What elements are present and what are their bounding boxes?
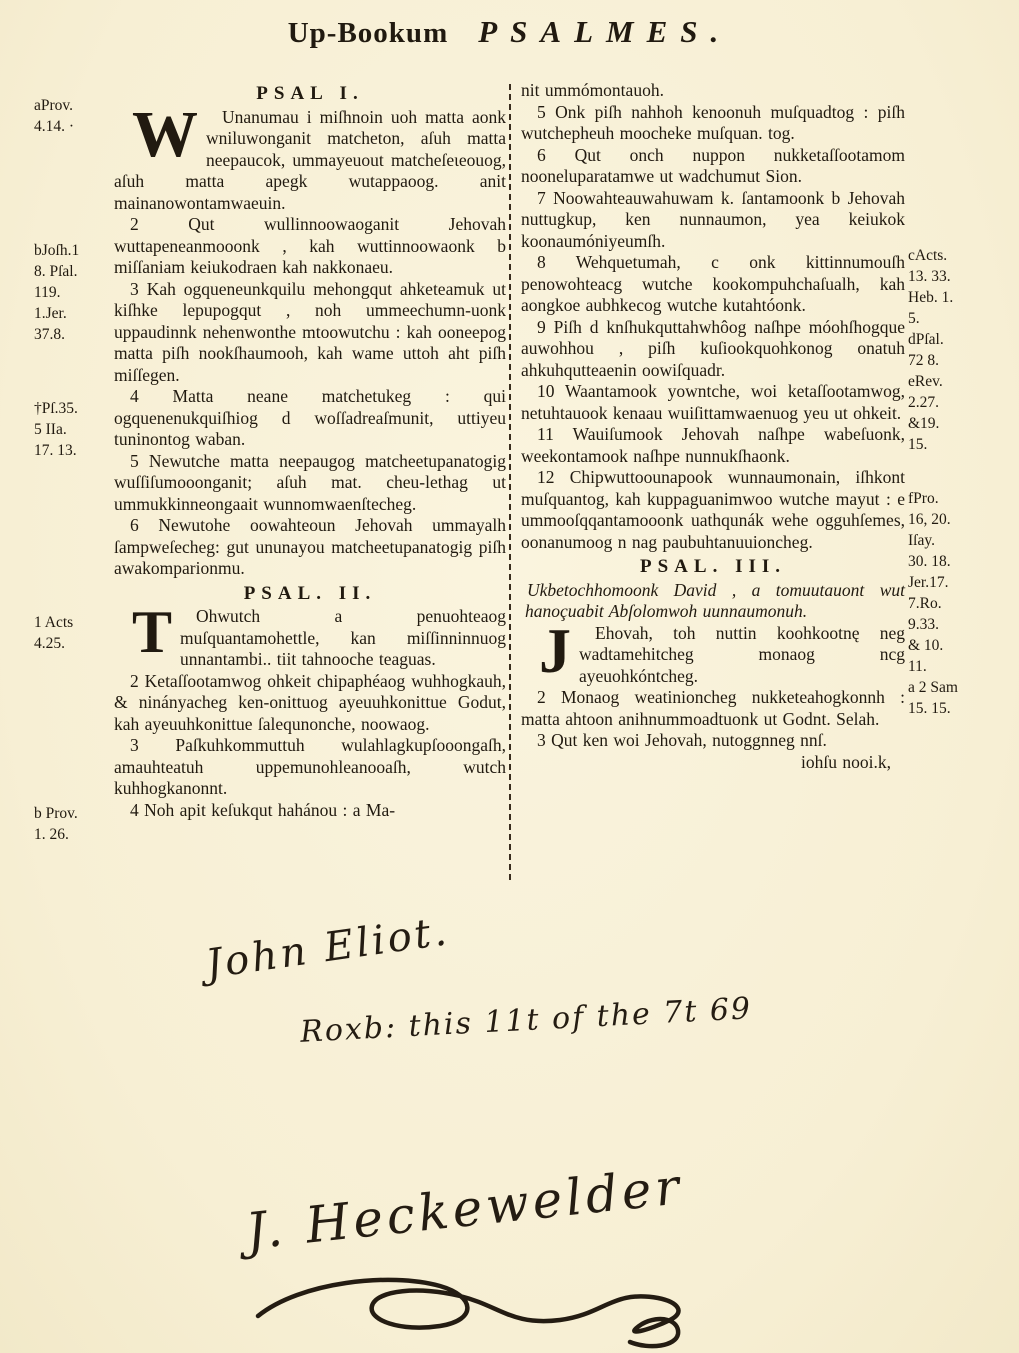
margin-reference-note: bJoſh.1 8. Pſal. 119. 1.Jer. 37.8.: [34, 242, 80, 343]
verse-paragraph: T Ohwutch a penuohteaog muſquantamohettle, kan miſſinninnuog unnantambi.. tiit tahnooche teaguas.: [114, 606, 506, 671]
verse-paragraph: 5 Onk piſh nahhoh kenoonuh muſquadtog : piſh wutchepheuh moocheke muſquan. tog.: [521, 101, 905, 143]
drop-cap-w: W: [132, 97, 198, 171]
verse-paragraph: 4 Noh apit keſukqut hahánou : a Ma-: [130, 799, 396, 820]
margin-reference-note: cActs. 13. 33. Heb. 1. 5. dPſal. 72 8. eRev. 2.27. &19. 15.: [908, 247, 954, 453]
verse-paragraph: 4 Matta neane matchetukeg : qui ogquenenukquiſhiog d woſſadreaſmunit, uttiyeu tuninontog waban.: [114, 386, 506, 449]
handwritten-date-inscription: Roxb: this 11t of the 7t 69: [299, 991, 753, 1050]
margin-reference-note: aProv. 4.14. ·: [34, 97, 75, 135]
verse-paragraph: 2 Ketaſſootamwog ohkeit chipaphéaog wuhhogkauh, & ninányacheg ken-onittuog ayeuuhkonittue Godut, kah ayeuuhkonittue ſalequnonche, noowaog.: [114, 670, 506, 734]
page-header: [0, 14, 1019, 50]
catchword: iohſu nooi.k,: [801, 751, 891, 772]
signature-heckewelder: J. Heckewelder: [243, 1157, 686, 1261]
verse-paragraph: 9 Piſh d knſhukquttahwhôog naſhpe móohſhogque auwohhou , piſh kuſiookquohkonog onatuh ahkuhqutteaenin oowiſquadr.: [521, 316, 905, 380]
verse-paragraph: 3 Paſkuhkommuttuh wulahlagkupſooongaſh, amauhteatuh uppemunohleanooaſh, wutch kuhhogkanonnt.: [114, 735, 506, 798]
margin-reference-note: †Pſ.35. 5 IIa. 17. 13.: [34, 400, 78, 459]
verse-paragraph: 3 Qut ken woi Jehovah, nutoggnneg nnſ.: [537, 730, 827, 750]
column-divider-rule: [509, 84, 511, 880]
right-text-column: [521, 80, 905, 773]
left-margin-notes: [34, 0, 112, 1353]
left-text-column: [114, 80, 506, 821]
verse-paragraph: 2 Qut wullinnoowaoganit Jehovah wuttapeneanmooonk , kah wuttinnoowaonk b miſſaniam keiukodraen kah nakkonaeu.: [114, 214, 506, 277]
verse-paragraph: 6 Newutohe oowahteoun Jehovah ummayalh ſampweſecheg: gut ununayou matcheetupanatogig piſh awakomparionmu.: [114, 515, 506, 578]
psalm-title-inscription: Ukbetochhomoonk David , a tomuutauont wut hanoçuabit Abſolomwoh uunnaumonuh.: [525, 579, 905, 621]
verse-paragraph: 8 Wehquetumah, c onk kittinnumouſh penowohteacg wutche kookompuhchaſualh, kah aongkoe aubhkecog wutche kutahtóonk.: [521, 252, 905, 315]
signature-flourish: [250, 1268, 730, 1353]
verse-paragraph: 7 Noowahteauwahuwam k. ſantamoonk b Jehovah nuttugkup, ken nunnaumon, yea keiukok koonaumóniyeumſh.: [521, 187, 905, 251]
verse-paragraph: 6 Qut onch nuppon nukketaſſootamom nooneluparatamwe ut wadchumut Sion.: [521, 144, 905, 186]
header-book-title: Up-Bookum: [287, 17, 449, 49]
verse-paragraph: 3 Kah ogqueneunkquilu mehongqut ahketeamuk ut kiſhke lepupogqut , noh ummeechumn-uonk uppaudinnk nehenwonthe mtoowutchu : kah ooneepog matta piſh nookſhaumooh, kah wame uttoh aht piſh miſſegen.: [114, 278, 506, 385]
psalm-heading: PSAL. III.: [640, 556, 786, 577]
psalm-heading: PSAL. II.: [243, 582, 377, 604]
verse-paragraph: 5 Newutche matta neepaugog matcheetupanatogig wuſſiſumooonganit; aſuh mat. cheu-lethag ut ummukkinneongaait wunnomwaenſtecheg.: [114, 450, 506, 514]
drop-cap-t: T: [132, 599, 173, 665]
verse-paragraph: 2 Monaog weatinioncheg nukketeahogkonnh : matta ahtoon anihnummoadtuonk ut Godnt. Selah.: [521, 687, 905, 729]
margin-reference-note: fPro. 16, 20. Iſay. 30. 18. Jer.17. 7.Ro. 9.33. & 10. 11. a 2 Sam 15. 15.: [908, 490, 958, 717]
signature-john-eliot: John Eliot.: [202, 908, 453, 988]
header-psalmes-title: PSALMES.: [478, 14, 732, 49]
verse-paragraph: W Unanumau i miſhnoin uoh matta aonk wniluwonganit matcheton, aſuh matta neepaucok, ummayeuout matcheſeɩeouog, aſuh matta apegk wutappaoog. anit mainanowontamwaeuin.: [114, 97, 506, 213]
verse-paragraph: J Ehovah, toh nuttin koohkootnę neg wadtamehitcheg monaog ncg ayeuohkóntcheg.: [521, 623, 905, 688]
margin-reference-note: b Prov. 1. 26.: [34, 805, 78, 843]
verse-paragraph: 11 Wauiſumook Jehovah naſhpe wabeſuonk, weekontamook naſhpe nunnukſhaonk.: [521, 424, 905, 466]
text-line: nit ummómontauoh.: [521, 80, 664, 100]
drop-cap-j: J: [539, 614, 571, 686]
margin-reference-note: 1 Acts 4.25.: [34, 614, 74, 652]
verse-paragraph: 12 Chipwuttoounapook wunnaumonain, iſhkont muſquantog, kah kuppaguanimwoo wutche mayut : e ummooſqqantamooonk uathqunák wehe ogguhſemes, oonanumoog n nag paubuhtanuuioncheg.: [521, 467, 905, 552]
psalm-heading: PSAL I.: [256, 83, 364, 104]
verse-paragraph: 10 Waantamook yowntche, woi ketaſſootamwog, netuhtauook kenaau wuiſittamwaenuog yeu ut ohkeit.: [521, 381, 905, 423]
right-margin-notes: [908, 0, 1014, 1353]
